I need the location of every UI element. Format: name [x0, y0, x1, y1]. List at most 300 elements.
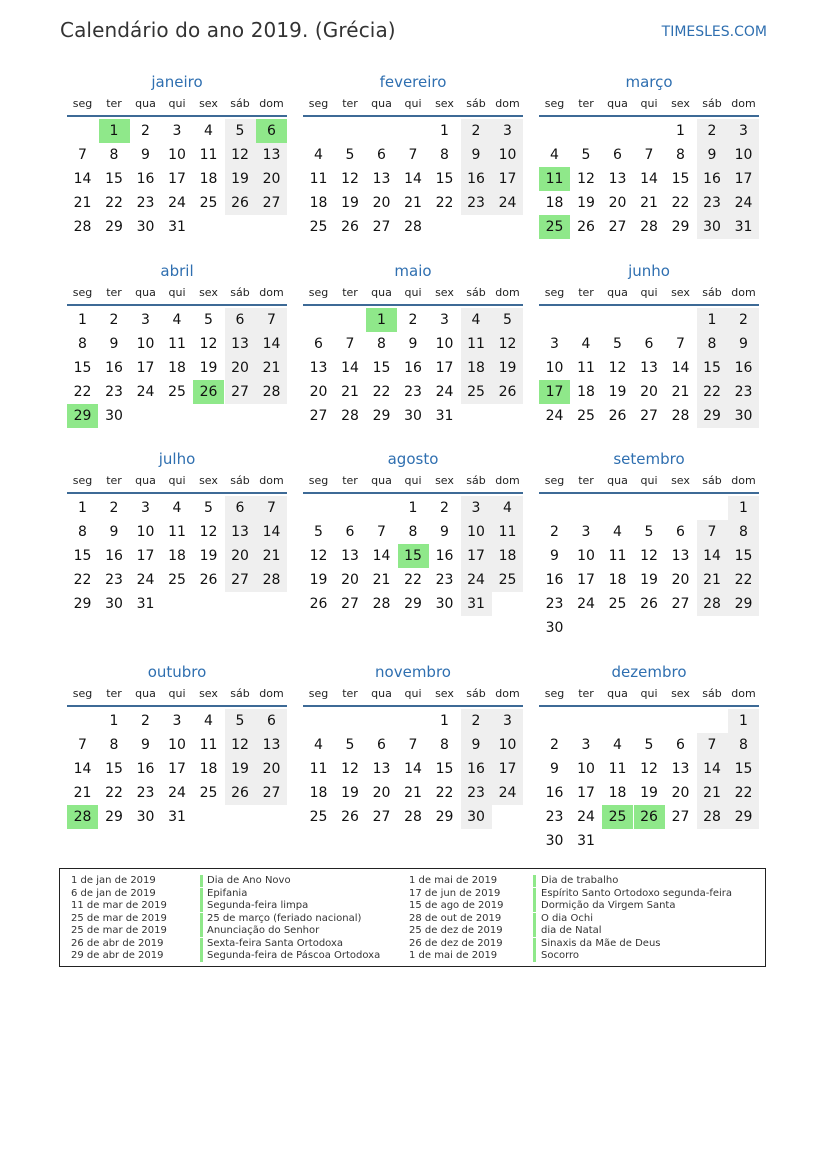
day-cell: 22 — [105, 195, 123, 211]
day-cell: 12 — [225, 143, 256, 167]
day-cell: 23 — [461, 191, 492, 215]
day-cell: 27 — [256, 781, 287, 805]
weekday-header: qua — [135, 474, 156, 487]
month-divider — [303, 705, 523, 707]
weekday-header: dom — [259, 97, 284, 110]
weekday-header: qui — [404, 687, 422, 700]
day-cell: 17 — [461, 544, 492, 568]
day-cell: 3 — [172, 123, 182, 139]
day-cell: 27 — [341, 596, 359, 612]
day-cell: 27 — [256, 191, 287, 215]
day-cell: 14 — [404, 761, 422, 777]
day-cell: 23 — [136, 195, 155, 211]
day-cell: 6 — [676, 524, 685, 540]
day-cell: 7 — [676, 336, 685, 352]
day-cell: 4 — [461, 308, 492, 332]
day-cell: 3 — [461, 496, 492, 520]
day-cell: 14 — [73, 171, 92, 187]
day-cell: 22 — [435, 195, 454, 211]
day-cell: 8 — [728, 733, 759, 757]
holiday-day-cell: 29 — [67, 404, 98, 428]
day-cell: 31 — [728, 215, 759, 239]
weekday-header: ter — [106, 286, 122, 299]
day-cell: 7 — [345, 336, 355, 352]
day-cell: 22 — [671, 195, 690, 211]
day-cell: 31 — [168, 809, 186, 825]
holiday-day-cell: 17 — [539, 380, 570, 404]
day-cell: 21 — [256, 356, 287, 380]
day-cell: 11 — [168, 524, 186, 540]
day-cell: 18 — [461, 356, 492, 380]
day-cell: 29 — [435, 809, 454, 825]
day-cell: 5 — [314, 524, 323, 540]
weekday-header: ter — [342, 474, 358, 487]
day-cell: 25 — [577, 408, 595, 424]
month-name: julho — [158, 450, 196, 468]
day-cell: 1 — [728, 496, 759, 520]
day-cell: 21 — [73, 195, 92, 211]
day-cell: 10 — [577, 761, 595, 777]
day-cell: 23 — [404, 384, 422, 400]
legend-marker — [533, 925, 536, 937]
day-cell: 29 — [404, 596, 422, 612]
day-cell: 25 — [492, 568, 523, 592]
day-cell: 7 — [78, 147, 87, 163]
day-cell: 23 — [105, 572, 123, 588]
day-cell: 14 — [671, 360, 690, 376]
day-cell: 3 — [141, 312, 150, 328]
day-cell: 3 — [492, 709, 523, 733]
day-cell: 24 — [577, 596, 595, 612]
weekday-header: sex — [199, 97, 218, 110]
day-cell: 27 — [225, 568, 256, 592]
day-cell: 3 — [440, 312, 449, 328]
weekday-header: seg — [308, 687, 329, 700]
day-cell: 30 — [545, 620, 564, 636]
day-cell: 25 — [199, 195, 218, 211]
day-cell: 6 — [377, 737, 386, 753]
day-cell: 19 — [640, 785, 658, 801]
day-cell: 1 — [78, 500, 87, 516]
day-cell: 18 — [168, 548, 186, 564]
day-cell: 4 — [550, 147, 559, 163]
month-name: fevereiro — [379, 73, 447, 91]
day-cell: 3 — [172, 713, 182, 729]
day-cell: 12 — [492, 332, 523, 356]
legend-date: 1 de jan de 2019 — [71, 875, 156, 886]
legend-marker — [200, 888, 203, 900]
day-cell: 7 — [256, 308, 287, 332]
day-cell: 16 — [435, 548, 454, 564]
day-cell: 5 — [225, 119, 256, 143]
day-cell: 1 — [728, 709, 759, 733]
legend-date: 28 de out de 2019 — [409, 912, 502, 924]
weekday-header: sex — [435, 687, 454, 700]
weekday-header: ter — [106, 97, 122, 110]
weekday-header: dom — [731, 687, 756, 700]
weekday-header: sáb — [230, 97, 250, 110]
day-cell: 24 — [435, 384, 454, 400]
month-name: abril — [160, 262, 194, 280]
weekday-header: qui — [168, 97, 186, 110]
weekday-header: qua — [607, 474, 628, 487]
legend-holiday-name: dia de Natal — [541, 925, 602, 936]
day-cell: 7 — [408, 737, 418, 753]
legend-holiday-name: Segunda-feira de Páscoa Ortodoxa — [207, 950, 381, 961]
day-cell: 1 — [676, 123, 685, 139]
weekday-header: seg — [544, 687, 565, 700]
day-cell: 19 — [199, 548, 218, 564]
day-cell: 15 — [435, 171, 454, 187]
day-cell: 4 — [314, 737, 323, 753]
day-cell: 17 — [492, 167, 523, 191]
legend-holiday-name: Espírito Santo Ortodoxo segunda-feira — [541, 887, 733, 899]
day-cell: 21 — [697, 781, 728, 805]
weekday-header: sex — [435, 97, 454, 110]
day-cell: 29 — [697, 404, 728, 428]
legend-marker — [200, 875, 203, 887]
day-cell: 9 — [461, 143, 492, 167]
weekday-header: seg — [72, 687, 93, 700]
day-cell: 22 — [728, 568, 759, 592]
month-name: outubro — [147, 663, 207, 681]
day-cell: 28 — [671, 408, 690, 424]
day-cell: 3 — [492, 119, 523, 143]
day-cell: 25 — [309, 219, 328, 235]
day-cell: 3 — [581, 524, 591, 540]
day-cell: 26 — [199, 572, 218, 588]
day-cell: 25 — [461, 380, 492, 404]
day-cell: 2 — [109, 312, 119, 328]
day-cell: 1 — [440, 713, 449, 729]
legend-holiday-name: Dia de Ano Novo — [207, 875, 291, 886]
day-cell: 9 — [408, 336, 418, 352]
day-cell: 3 — [141, 500, 150, 516]
weekday-header: sáb — [230, 474, 250, 487]
day-cell: 27 — [640, 408, 658, 424]
day-cell: 6 — [256, 709, 287, 733]
day-cell: 21 — [640, 195, 658, 211]
day-cell: 2 — [697, 119, 728, 143]
day-cell: 5 — [644, 524, 654, 540]
weekday-header: ter — [578, 97, 594, 110]
day-cell: 17 — [492, 757, 523, 781]
weekday-header: ter — [342, 97, 358, 110]
month-name: setembro — [613, 450, 685, 468]
day-cell: 14 — [697, 757, 728, 781]
day-cell: 5 — [345, 147, 355, 163]
day-cell: 30 — [728, 404, 759, 428]
day-cell: 2 — [550, 737, 559, 753]
day-cell: 18 — [492, 544, 523, 568]
day-cell: 13 — [341, 548, 359, 564]
day-cell: 9 — [550, 761, 559, 777]
legend-holiday-name: Anunciação do Senhor — [207, 925, 320, 936]
month-divider — [303, 115, 523, 117]
day-cell: 18 — [309, 785, 328, 801]
day-cell: 2 — [461, 709, 492, 733]
day-cell: 19 — [640, 572, 658, 588]
day-cell: 28 — [697, 805, 728, 829]
day-cell: 8 — [408, 524, 418, 540]
day-cell: 4 — [581, 336, 591, 352]
day-cell: 12 — [341, 761, 359, 777]
weekday-header: seg — [72, 474, 93, 487]
day-cell: 9 — [109, 336, 119, 352]
month-divider — [539, 304, 759, 306]
day-cell: 19 — [225, 757, 256, 781]
weekday-header: sex — [671, 97, 690, 110]
legend-holiday-name: Sinaxis da Mãe de Deus — [541, 937, 661, 949]
day-cell: 9 — [728, 332, 759, 356]
day-cell: 11 — [577, 360, 595, 376]
weekday-header: sex — [199, 687, 218, 700]
legend-date: 1 de mai de 2019 — [409, 875, 498, 886]
legend-date: 11 de mar de 2019 — [71, 900, 167, 911]
day-cell: 18 — [608, 785, 627, 801]
day-cell: 21 — [73, 785, 92, 801]
holiday-day-cell: 25 — [539, 215, 570, 239]
day-cell: 28 — [341, 408, 359, 424]
day-cell: 1 — [408, 500, 418, 516]
weekday-header: ter — [342, 687, 358, 700]
day-cell: 29 — [728, 805, 759, 829]
day-cell: 18 — [608, 572, 627, 588]
day-cell: 9 — [141, 147, 150, 163]
day-cell: 17 — [435, 360, 454, 376]
day-cell: 17 — [577, 785, 595, 801]
legend-marker — [533, 900, 536, 912]
day-cell: 25 — [168, 572, 186, 588]
day-cell: 5 — [581, 147, 591, 163]
day-cell: 25 — [309, 809, 328, 825]
day-cell: 8 — [676, 147, 685, 163]
day-cell: 15 — [728, 544, 759, 568]
weekday-header: qua — [607, 687, 628, 700]
day-cell: 6 — [345, 524, 355, 540]
weekday-header: sáb — [230, 687, 250, 700]
day-cell: 28 — [404, 809, 422, 825]
day-cell: 17 — [136, 548, 155, 564]
day-cell: 19 — [199, 360, 218, 376]
day-cell: 28 — [256, 568, 287, 592]
weekday-header: ter — [106, 687, 122, 700]
day-cell: 21 — [256, 544, 287, 568]
day-cell: 31 — [136, 596, 155, 612]
day-cell: 31 — [435, 408, 454, 424]
day-cell: 9 — [109, 524, 119, 540]
weekday-header: seg — [72, 286, 93, 299]
month-divider — [67, 115, 287, 117]
day-cell: 20 — [225, 356, 256, 380]
day-cell: 25 — [168, 384, 186, 400]
day-cell: 13 — [608, 171, 627, 187]
legend-holiday-name: Epifania — [207, 887, 248, 899]
day-cell: 5 — [644, 737, 654, 753]
weekday-header: sáb — [702, 286, 722, 299]
legend-holiday-name: Socorro — [541, 950, 580, 961]
day-cell: 8 — [109, 147, 119, 163]
weekday-header: seg — [544, 286, 565, 299]
day-cell: 17 — [136, 360, 155, 376]
day-cell: 28 — [73, 219, 92, 235]
day-cell: 8 — [78, 336, 87, 352]
day-cell: 5 — [613, 336, 622, 352]
month-name: junho — [628, 262, 670, 280]
day-cell: 27 — [608, 219, 627, 235]
day-cell: 14 — [404, 171, 422, 187]
day-cell: 7 — [408, 147, 418, 163]
day-cell: 8 — [697, 332, 728, 356]
day-cell: 24 — [136, 384, 155, 400]
day-cell: 24 — [168, 195, 186, 211]
day-cell: 24 — [461, 568, 492, 592]
day-cell: 28 — [404, 219, 422, 235]
day-cell: 26 — [608, 408, 627, 424]
day-cell: 16 — [697, 167, 728, 191]
legend-date: 26 de abr de 2019 — [71, 937, 164, 949]
day-cell: 30 — [435, 596, 454, 612]
day-cell: 14 — [341, 360, 359, 376]
month-divider — [303, 304, 523, 306]
weekday-header: dom — [731, 474, 756, 487]
day-cell: 23 — [105, 384, 123, 400]
day-cell: 1 — [78, 312, 87, 328]
legend-marker — [200, 900, 203, 912]
month-divider — [539, 705, 759, 707]
weekday-header: qui — [404, 97, 422, 110]
day-cell: 21 — [372, 572, 391, 588]
legend-holiday-name: O dia Ochi — [541, 912, 593, 924]
day-cell: 13 — [225, 520, 256, 544]
weekday-header: dom — [731, 97, 756, 110]
weekday-header: sáb — [702, 474, 722, 487]
day-cell: 19 — [341, 195, 359, 211]
day-cell: 10 — [728, 143, 759, 167]
day-cell: 7 — [256, 496, 287, 520]
legend-date: 26 de dez de 2019 — [409, 937, 503, 949]
weekday-header: seg — [544, 474, 565, 487]
weekday-header: seg — [308, 97, 329, 110]
holiday-day-cell: 15 — [398, 544, 429, 568]
day-cell: 10 — [136, 336, 155, 352]
weekday-header: ter — [106, 474, 122, 487]
day-cell: 6 — [225, 496, 256, 520]
holiday-day-cell: 25 — [602, 805, 633, 829]
legend-marker — [200, 938, 203, 950]
month-name: março — [625, 73, 673, 91]
weekday-header: ter — [578, 286, 594, 299]
day-cell: 27 — [225, 380, 256, 404]
day-cell: 26 — [341, 219, 359, 235]
day-cell: 16 — [461, 167, 492, 191]
day-cell: 6 — [644, 336, 654, 352]
day-cell: 18 — [199, 171, 218, 187]
weekday-header: sáb — [702, 97, 722, 110]
weekday-header: sáb — [230, 286, 250, 299]
day-cell: 20 — [671, 785, 690, 801]
day-cell: 20 — [671, 572, 690, 588]
weekday-header: seg — [544, 97, 565, 110]
day-cell: 29 — [105, 219, 123, 235]
day-cell: 12 — [309, 548, 328, 564]
holiday-legend — [59, 868, 766, 967]
day-cell: 14 — [73, 761, 92, 777]
day-cell: 11 — [461, 332, 492, 356]
day-cell: 12 — [341, 171, 359, 187]
day-cell: 13 — [640, 360, 658, 376]
day-cell: 27 — [372, 809, 391, 825]
day-cell: 2 — [461, 119, 492, 143]
day-cell: 10 — [168, 737, 186, 753]
day-cell: 20 — [225, 544, 256, 568]
day-cell: 18 — [309, 195, 328, 211]
weekday-header: dom — [259, 474, 284, 487]
day-cell: 6 — [676, 737, 685, 753]
site-logo-link[interactable]: TIMESLES.COM — [661, 24, 767, 40]
day-cell: 10 — [577, 548, 595, 564]
day-cell: 23 — [697, 191, 728, 215]
weekday-header: qui — [640, 687, 658, 700]
day-cell: 9 — [697, 143, 728, 167]
weekday-header: sáb — [466, 286, 486, 299]
day-cell: 15 — [73, 548, 92, 564]
day-cell: 23 — [435, 572, 454, 588]
day-cell: 28 — [256, 380, 287, 404]
day-cell: 10 — [168, 147, 186, 163]
month-name: janeiro — [151, 73, 203, 91]
day-cell: 29 — [728, 592, 759, 616]
day-cell: 12 — [608, 360, 627, 376]
day-cell: 24 — [492, 191, 523, 215]
day-cell: 16 — [545, 785, 564, 801]
day-cell: 25 — [608, 596, 627, 612]
day-cell: 14 — [256, 520, 287, 544]
day-cell: 1 — [697, 308, 728, 332]
day-cell: 26 — [225, 191, 256, 215]
day-cell: 2 — [408, 312, 418, 328]
day-cell: 8 — [109, 737, 119, 753]
day-cell: 16 — [461, 757, 492, 781]
day-cell: 20 — [309, 384, 328, 400]
day-cell: 9 — [141, 737, 150, 753]
weekday-header: sex — [671, 474, 690, 487]
month-name: agosto — [387, 450, 439, 468]
day-cell: 4 — [204, 123, 213, 139]
weekday-header: sáb — [466, 687, 486, 700]
day-cell: 15 — [105, 761, 123, 777]
day-cell: 13 — [671, 548, 690, 564]
day-cell: 2 — [141, 713, 150, 729]
day-cell: 24 — [492, 781, 523, 805]
legend-holiday-name: Dia de trabalho — [541, 875, 619, 886]
day-cell: 10 — [136, 524, 155, 540]
day-cell: 15 — [728, 757, 759, 781]
day-cell: 8 — [728, 520, 759, 544]
day-cell: 6 — [377, 147, 386, 163]
day-cell: 4 — [613, 524, 622, 540]
day-cell: 11 — [199, 147, 218, 163]
holiday-day-cell: 1 — [99, 119, 130, 143]
day-cell: 14 — [697, 544, 728, 568]
day-cell: 15 — [105, 171, 123, 187]
day-cell: 27 — [671, 809, 690, 825]
day-cell: 15 — [73, 360, 92, 376]
day-cell: 28 — [372, 596, 391, 612]
day-cell: 11 — [309, 761, 328, 777]
day-cell: 22 — [73, 384, 92, 400]
day-cell: 27 — [372, 219, 391, 235]
